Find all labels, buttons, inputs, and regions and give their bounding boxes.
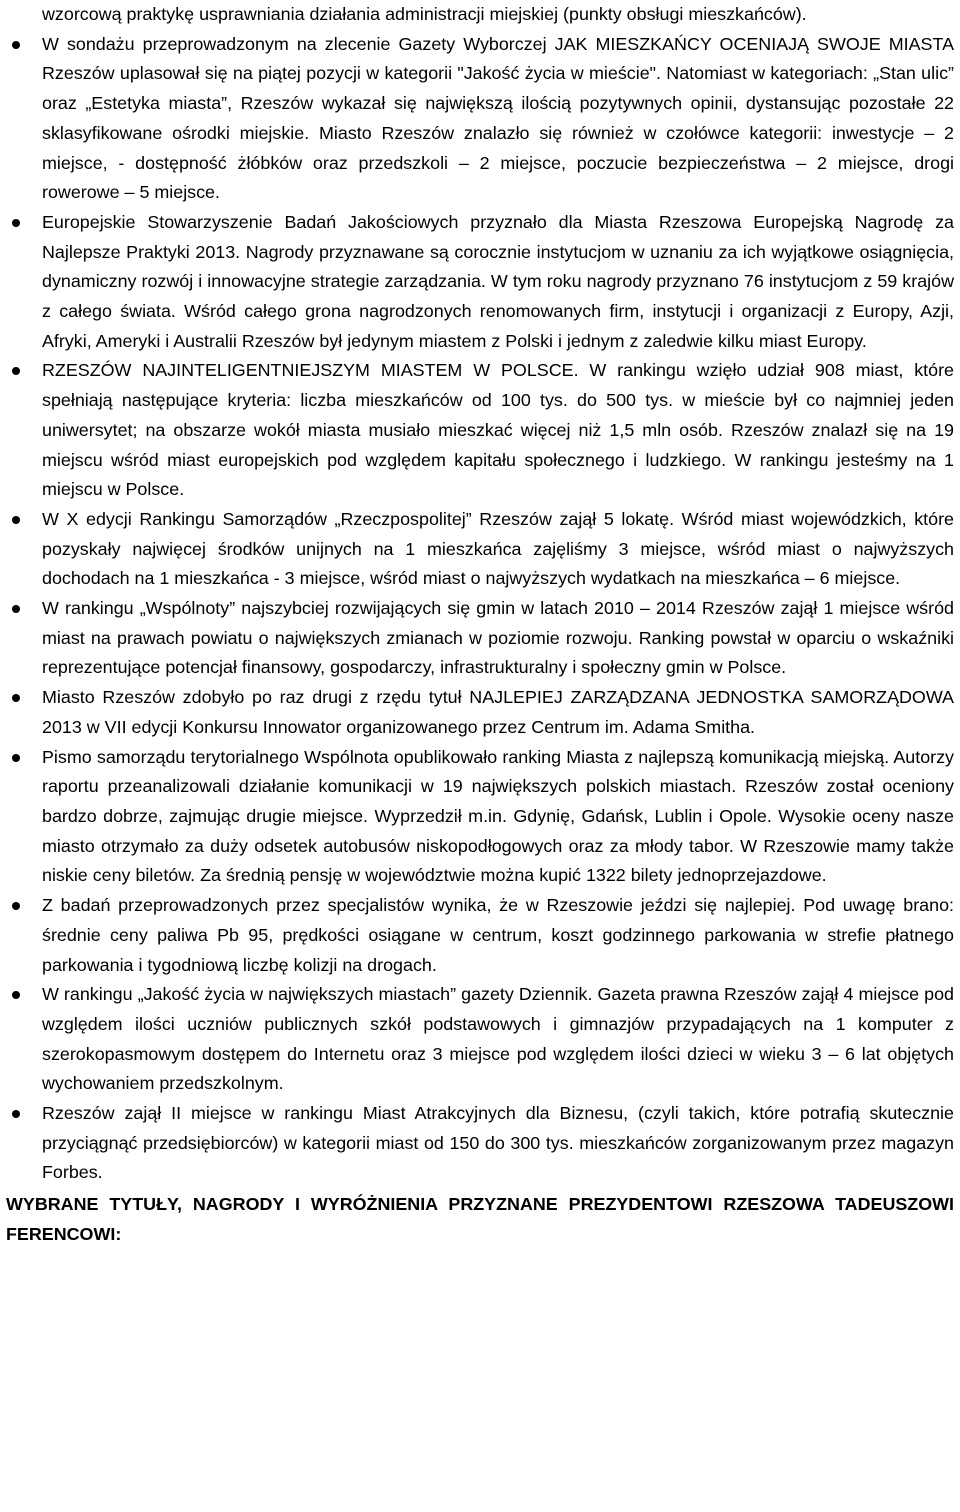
list-item xyxy=(6,356,954,505)
list-item-text: Miasto Rzeszów zdobyło po raz drugi z rzędu tytuł NAJLEPIEJ ZARZĄDZANA JEDNOSTKA SAMORZĄDOWA 2013 w VII edycji Konkursu Innowator organizowanego przez Centrum im. Adama Smitha. xyxy=(42,687,954,737)
achievements-list xyxy=(6,30,954,1188)
section-heading: WYBRANE TYTUŁY, NAGRODY I WYRÓŻNIENIA PRZYZNANE PREZYDENTOWI RZESZOWA TADEUSZOWI FERENCOWI: xyxy=(6,1194,954,1244)
list-item-text: Europejskie Stowarzyszenie Badań Jakościowych przyznało dla Miasta Rzeszowa Europejską Nagrodę za Najlepsze Praktyki 2013. Nagrody przyznawane są corocznie instytucjom w uznaniu za ich wyjątkowe osiągnięcia, dynamiczny rozwój i innowacyjne strategie zarządzania. W tym roku nagrody przyznano 76 instytucjom z 59 krajów z całego świata. Wśród całego grona nagrodzonych renomowanych firm, instytucji i organizacji z Europy, Azji, Afryki, Ameryki i Australii Rzeszów był jedynym miastem z Polski i jednym z zaledwie kilku miast Europy. xyxy=(42,211,954,351)
bullet-icon xyxy=(12,754,20,762)
list-item-text: W sondażu przeprowadzonym na zlecenie Gazety Wyborczej JAK MIESZKAŃCY OCENIAJĄ SWOJE MIASTA Rzeszów uplasował się na piątej pozycji w kategorii "Jakość życia w mieście". Natomiast w kategoriach: „Stan ulic” oraz „Estetyka miasta”, Rzeszów wykazał się największą ilością pozytywnych opinii, dystansując pozostałe 22 sklasyfikowane ośrodki miejskie. Miasto Rzeszów znalazło się również w czołówce kategorii: inwestycje – 2 miejsce, - dostępność żłóbków oraz przedszkoli – 2 miejsce, poczucie bezpieczeństwa – 2 miejsce, drogi rowerowe – 5 miejsce. xyxy=(42,33,954,203)
list-item xyxy=(6,891,954,980)
intro-continuation: wzorcową praktykę usprawniania działania administracji miejskiej (punkty obsługi mieszkańców). xyxy=(42,4,807,24)
list-item-text: Rzeszów zajął II miejsce w rankingu Miast Atrakcyjnych dla Biznesu, (czyli takich, które potrafią skutecznie przyciągnąć przedsiębiorców) w kategorii miast od 150 do 300 tys. mieszkańców zorganizowanym przez magazyn Forbes. xyxy=(42,1103,954,1183)
bullet-icon xyxy=(12,605,20,613)
list-item-text: Pismo samorządu terytorialnego Wspólnota opublikowało ranking Miasta z najlepszą komunikacją miejską. Autorzy raportu przeanalizowali działanie komunikacji w 19 największych polskich miastach. Rzeszów został oceniony bardzo dobrze, zajmując drugie miejsce. Wyprzedził m.in. Gdynię, Gdańsk, Lublin i Opole. Wysokie oceny nasze miasto otrzymało za duży odsetek autobusów niskopodłogowych oraz za młody tabor. W Rzeszowie mamy także niskie ceny biletów. Za średnią pensję w województwie można kupić 1322 bilety jednoprzejazdowe. xyxy=(42,746,954,886)
bullet-icon xyxy=(12,1110,20,1118)
list-item-text: W X edycji Rankingu Samorządów „Rzeczpospolitej” Rzeszów zajął 5 lokatę. Wśród miast wojewódzkich, które pozyskały najwięcej środków unijnych na 1 mieszkańca zajęliśmy 3 miejsce, wśród miast o najwyższych dochodach na 1 mieszkańca - 3 miejsce, wśród miast o najwyższych wydatkach na mieszkańca – 6 miejsce. xyxy=(42,508,954,589)
bullet-icon xyxy=(12,367,20,375)
list-item xyxy=(6,980,954,1099)
list-item xyxy=(6,683,954,742)
list-item xyxy=(6,1099,954,1188)
list-item xyxy=(6,743,954,892)
bullet-icon xyxy=(12,516,20,524)
list-item-text: W rankingu „Jakość życia w największych miastach” gazety Dziennik. Gazeta prawna Rzeszów zajął 4 miejsce pod względem ilości uczniów publicznych szkół podstawowych i gimnazjów przypadających na 1 komputer z szerokopasmowym dostępem do Internetu oraz 3 miejsce pod względem ilości dzieci w wieku 3 – 6 lat objętych wychowaniem przedszkolnym. xyxy=(42,984,954,1094)
bullet-icon xyxy=(12,41,20,49)
bullet-icon xyxy=(12,991,20,999)
list-item-text: RZESZÓW NAJINTELIGENTNIEJSZYM MIASTEM W POLSCE. W rankingu wzięło udział 908 miast, które spełniają następujące kryteria: liczba mieszkańców od 100 tys. do 500 tys. w mieście był co najmniej jeden uniwersytet; na obszarze wokół miasta musiało mieszkać więcej niż 1,5 mln osób. Rzeszów znalazł się na 19 miejscu wśród miast europejskich pod względem kapitału społecznego i ludzkiego. W rankingu jesteśmy na 1 miejscu w Polsce. xyxy=(42,360,954,500)
list-item xyxy=(6,505,954,594)
bullet-icon xyxy=(12,219,20,227)
bullet-icon xyxy=(12,902,20,910)
list-item xyxy=(6,594,954,683)
list-item-text: W rankingu „Wspólnoty” najszybciej rozwijających się gmin w latach 2010 – 2014 Rzeszów zajął 1 miejsce wśród miast na prawach powiatu o największych zmianach w poziomie rozwoju. Ranking powstał w oparciu o wskaźniki reprezentujące potencjał finansowy, gospodarczy, infrastrukturalny i społeczny gmin w Polsce. xyxy=(42,598,954,678)
list-item-text: Z badań przeprowadzonych przez specjalistów wynika, że w Rzeszowie jeździ się najlepiej. Pod uwagę brano: średnie ceny paliwa Pb 95, prędkości osiągane w centrum, koszt godzinnego parkowania w strefie płatnego parkowania i tygodniową liczbę kolizji na drogach. xyxy=(42,895,954,975)
list-item xyxy=(6,30,954,208)
bullet-icon xyxy=(12,694,20,702)
list-item xyxy=(6,208,954,357)
